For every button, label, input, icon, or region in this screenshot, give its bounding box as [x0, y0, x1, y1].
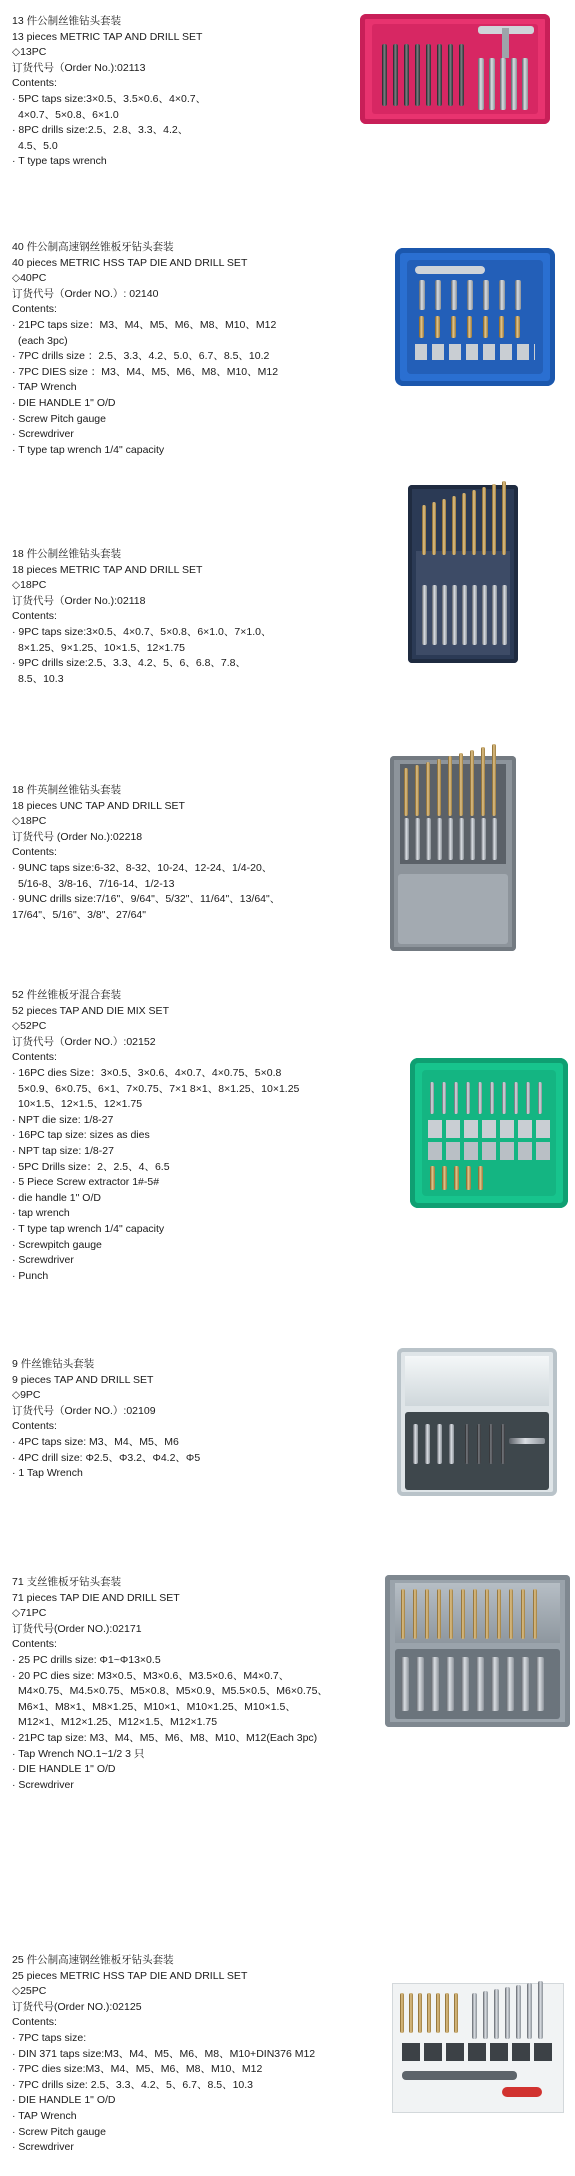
tap — [415, 818, 420, 860]
tap — [514, 1082, 518, 1114]
content-line: · 5PC taps size:3×0.5、3.5×0.6、4×0.7、 — [12, 92, 207, 105]
tap — [451, 280, 457, 310]
content-line: · DIE HANDLE 1" O/D — [12, 2094, 116, 2107]
product-text — [12, 1953, 387, 2156]
contents-label: Contents: — [12, 1638, 57, 1651]
tap — [431, 1657, 439, 1711]
content-line: · 21PC taps size：M3、M4、M5、M6、M8、M10、M12 — [12, 318, 277, 331]
content-line: · 7PC dies size:M3、M4、M5、M6、M8、M10、M12 — [12, 2063, 263, 2076]
content-line: · Screw Pitch gauge — [12, 412, 106, 425]
content-line: · 8PC drills size:2.5、2.8、3.3、4.2、 — [12, 124, 189, 137]
product-en-title: 25 pieces METRIC HSS TAP DIE AND DRILL SET — [12, 1969, 248, 1982]
content-line: · 5PC Drills size：2、2.5、4、6.5 — [12, 1160, 170, 1173]
content-line: · Tap Wrench NO.1~1/2 3 只 — [12, 1747, 145, 1760]
content-line: · 7PC taps size: — [12, 2031, 87, 2044]
tap — [476, 1657, 484, 1711]
content-line: · 9UNC drills size:7/16"、9/64"、5/32"、11/64"、13/64"、 — [12, 893, 281, 906]
drill-bit — [437, 1589, 441, 1639]
drill-bit — [461, 1589, 465, 1639]
drill-bit — [432, 502, 436, 555]
tap — [446, 1657, 454, 1711]
drill-bit — [452, 496, 456, 555]
product-text — [12, 547, 387, 687]
drill-bit — [415, 44, 420, 106]
drill-bit — [448, 44, 453, 106]
drill-bit — [467, 316, 472, 338]
drill-bit — [445, 1993, 449, 2033]
content-line: · DIE HANDLE 1" O/D — [12, 1763, 116, 1776]
product-entry — [0, 240, 575, 490]
piece-count: ◇25PC — [12, 1985, 47, 1998]
drill-bit — [521, 1589, 525, 1639]
tap — [416, 1657, 424, 1711]
drill-bit — [448, 756, 452, 816]
drill-bit — [465, 1424, 469, 1464]
product-entry — [0, 547, 575, 747]
content-line: · 16PC tap size: sizes as dies — [12, 1129, 150, 1142]
content-line: 4×0.7、5×0.8、6×1.0 — [18, 108, 119, 121]
tap — [499, 280, 505, 310]
tap — [467, 280, 473, 310]
content-line: · TAP Wrench — [12, 2109, 77, 2122]
case-lid — [405, 1356, 549, 1406]
drill-bit — [462, 493, 466, 555]
order-number: 订货代号（Order No.):02113 — [12, 61, 146, 74]
drill-bit — [454, 1993, 458, 2033]
tap — [489, 58, 495, 110]
die-handle — [402, 2071, 517, 2080]
content-line: 17/64"、5/16"、3/8"、27/64" — [12, 908, 146, 921]
product-entry — [0, 1953, 575, 2153]
tap — [404, 818, 409, 860]
content-line: M12×1、M12×1.25、M12×1.5、M12×1.75 — [18, 1716, 218, 1729]
drill-bit — [477, 1424, 481, 1464]
drill-bit — [459, 44, 464, 106]
drill-bit — [422, 505, 426, 555]
product-cn-title: 18 件英制丝锥钻头套装 — [12, 784, 122, 796]
drill-bit — [419, 316, 424, 338]
content-line: 8.5、10.3 — [18, 672, 64, 685]
tap — [452, 585, 457, 645]
product-photo — [390, 756, 516, 951]
drill-bit — [459, 753, 463, 816]
product-text — [12, 14, 387, 170]
content-line: · Punch — [12, 1269, 49, 1282]
tap — [500, 58, 506, 110]
content-line: · 7PC drills size: 2.5、3.3、4.2、5、6.7、8.5、10.3 — [12, 2078, 254, 2091]
drill-bit — [393, 44, 398, 106]
tap — [490, 1082, 494, 1114]
tap — [515, 280, 521, 310]
content-line: 8×1.25、9×1.25、10×1.5、12×1.75 — [18, 641, 185, 654]
drill-bit — [473, 1589, 477, 1639]
product-cn-title: 52 件丝锥板牙混合套装 — [12, 989, 122, 1001]
piece-count: ◇52PC — [12, 1020, 47, 1033]
tap — [437, 1424, 442, 1464]
content-line: · 5 Piece Screw extractor 1#-5# — [12, 1176, 160, 1189]
drill-bit — [442, 1166, 447, 1190]
tap — [442, 585, 447, 645]
tap — [413, 1424, 418, 1464]
product-entry — [0, 1357, 575, 1537]
tap — [448, 818, 453, 860]
content-line: · NPT tap size: 1/8-27 — [12, 1144, 114, 1157]
tap — [449, 1424, 454, 1464]
drill-bit — [404, 44, 409, 106]
drill-bit — [400, 1993, 404, 2033]
drill-bit — [404, 768, 408, 816]
content-line: · 16PC dies Size：3×0.5、3×0.6、4×0.7、4×0.75、5×0.8 — [12, 1066, 282, 1079]
product-en-title: 9 pieces TAP AND DRILL SET — [12, 1373, 154, 1386]
tap — [482, 585, 487, 645]
product-text — [12, 240, 387, 458]
product-photo — [360, 14, 550, 124]
tap — [430, 1082, 434, 1114]
tap — [419, 280, 425, 310]
tap — [491, 1657, 499, 1711]
content-line: · 20 PC dies size: M3×0.5、M3×0.6、M3.5×0.6、M4×0.7、 — [12, 1669, 290, 1682]
tap — [454, 1082, 458, 1114]
drill-bit — [509, 1589, 513, 1639]
product-cn-title: 40 件公制高速钢丝锥板牙钻头套装 — [12, 241, 174, 253]
tap — [506, 1657, 514, 1711]
die-row — [428, 1120, 550, 1138]
product-entry — [0, 1575, 575, 1791]
tap — [527, 1983, 532, 2039]
product-text — [12, 988, 387, 1284]
drill-bit — [426, 44, 431, 106]
die-row — [402, 2043, 552, 2061]
tap — [492, 585, 497, 645]
tap — [442, 1082, 446, 1114]
drill-bit — [492, 744, 496, 816]
die-handle — [415, 266, 485, 274]
tap — [426, 818, 431, 860]
tap — [505, 1987, 510, 2039]
content-line: · Screwpitch gauge — [12, 1238, 102, 1251]
content-line: · 9PC drills size:2.5、3.3、4.2、5、6、6.8、7.8、 — [12, 657, 247, 670]
content-line: M4×0.75、M4.5×0.75、M5×0.8、M5×0.9、M5.5×0.5、M6×0.75、 — [18, 1685, 328, 1698]
product-en-title: 52 pieces TAP AND DIE MIX SET — [12, 1004, 169, 1017]
tap — [459, 818, 464, 860]
tap — [437, 818, 442, 860]
content-line: · T type tap wrench 1/4" capacity — [12, 443, 165, 456]
drill-bit — [466, 1166, 471, 1190]
drill-bit — [435, 316, 440, 338]
drill-bit — [485, 1589, 489, 1639]
content-line: · 9UNC taps size:6-32、8-32、10-24、12-24、1/4-20、 — [12, 861, 273, 874]
drill-bit — [442, 499, 446, 555]
product-photo — [385, 1575, 570, 1727]
drill-bit — [454, 1166, 459, 1190]
content-line: · Screwdriver — [12, 2141, 74, 2154]
content-line: · DIE HANDLE 1" O/D — [12, 396, 116, 409]
product-photo — [395, 248, 555, 386]
drill-bit — [382, 44, 387, 106]
drill-bit — [437, 44, 442, 106]
die-row — [428, 1142, 550, 1160]
order-number: 订货代号(Order NO.):02125 — [12, 2000, 142, 2013]
tap — [492, 818, 497, 860]
drill-bit — [418, 1993, 422, 2033]
tap — [494, 1989, 499, 2039]
order-number: 订货代号(Order NO.):02171 — [12, 1622, 142, 1635]
product-text — [12, 1575, 387, 1793]
contents-label: Contents: — [12, 1051, 57, 1064]
piece-count: ◇71PC — [12, 1607, 47, 1620]
product-cn-title: 25 件公制高速钢丝锥板牙钻头套装 — [12, 1954, 174, 1966]
drill-bit — [478, 1166, 483, 1190]
product-text — [12, 1357, 387, 1482]
tap — [461, 1657, 469, 1711]
contents-label: Contents: — [12, 1420, 57, 1433]
product-en-title: 40 pieces METRIC HSS TAP DIE AND DRILL SET — [12, 256, 248, 269]
contents-label: Contents: — [12, 77, 57, 90]
tap — [478, 1082, 482, 1114]
content-line: 10×1.5、12×1.5、12×1.75 — [18, 1098, 143, 1111]
contents-label: Contents: — [12, 2016, 57, 2029]
drill-bit — [451, 316, 456, 338]
tap — [478, 58, 484, 110]
content-line: · T type taps wrench — [12, 155, 107, 168]
content-line: · DIN 371 taps size:M3、M4、M5、M6、M8、M10+DIN376 M12 — [12, 2047, 316, 2060]
product-cn-title: 9 件丝锥钻头套装 — [12, 1358, 95, 1370]
tap — [425, 1424, 430, 1464]
t-wrench-stem — [502, 28, 509, 58]
drill-bit — [501, 1424, 505, 1464]
product-en-title: 71 pieces TAP DIE AND DRILL SET — [12, 1591, 180, 1604]
drill-bit — [430, 1166, 435, 1190]
tap — [538, 1981, 543, 2039]
tap — [483, 1991, 488, 2039]
content-line: · 25 PC drills size: Φ1~Φ13×0.5 — [12, 1653, 161, 1666]
tap — [483, 280, 489, 310]
drill-bit — [472, 490, 476, 555]
drill-bit — [481, 747, 485, 816]
tap — [526, 1082, 530, 1114]
content-line: · 7PC DIES size ：M3、M4、M5、M6、M8、M10、M12 — [12, 365, 279, 378]
tap — [511, 58, 517, 110]
tap — [466, 1082, 470, 1114]
die-row — [415, 344, 535, 360]
content-line: M6×1、M8×1、M8×1.25、M10×1、M10×1.25、M10×1.5、 — [18, 1700, 296, 1713]
drill-bit — [483, 316, 488, 338]
content-line: 5×0.9、6×0.75、6×1、7×0.75、7×1 8×1、8×1.25、10×1.25 — [18, 1082, 300, 1095]
product-cn-title: 71 支丝锥板牙钻头套装 — [12, 1576, 122, 1588]
content-line: · 1 Tap Wrench — [12, 1467, 83, 1480]
drill-bit — [425, 1589, 429, 1639]
tap — [536, 1657, 544, 1711]
drill-bit — [492, 484, 496, 555]
order-number: 订货代号（Order NO.）:02152 — [12, 1035, 156, 1048]
content-line: (each 3pc) — [18, 334, 68, 347]
piece-count: ◇18PC — [12, 815, 47, 828]
drill-bit — [482, 487, 486, 555]
product-en-title: 18 pieces METRIC TAP AND DRILL SET — [12, 563, 203, 576]
product-entry — [0, 783, 575, 953]
tap — [470, 818, 475, 860]
content-line: · Screwdriver — [12, 1254, 74, 1267]
drill-bit — [497, 1589, 501, 1639]
tap — [516, 1985, 521, 2039]
tap — [521, 1657, 529, 1711]
product-photo — [408, 485, 518, 663]
piece-count: ◇40PC — [12, 272, 47, 285]
contents-label: Contents: — [12, 846, 57, 859]
tap — [522, 58, 528, 110]
content-line: · die handle 1" O/D — [12, 1191, 101, 1204]
tap — [502, 585, 507, 645]
drill-bit — [401, 1589, 405, 1639]
drill-bit — [426, 762, 430, 816]
content-line: · 4PC drill size: Φ2.5、Φ3.2、Φ4.2、Φ5 — [12, 1451, 201, 1464]
order-number: 订货代号（Order NO.）:02109 — [12, 1404, 156, 1417]
screwdriver-handle — [502, 2087, 542, 2097]
tap-wrench — [509, 1438, 545, 1444]
drill-bit — [437, 759, 441, 816]
tap — [502, 1082, 506, 1114]
product-photo — [410, 1058, 568, 1208]
tap — [401, 1657, 409, 1711]
content-line: · NPT die size: 1/8-27 — [12, 1113, 114, 1126]
content-line: · TAP Wrench — [12, 381, 77, 394]
drill-bit — [533, 1589, 537, 1639]
drill-bit — [413, 1589, 417, 1639]
drill-bit — [415, 765, 419, 816]
content-line: · Screw Pitch gauge — [12, 2125, 106, 2138]
contents-label: Contents: — [12, 610, 57, 623]
tap — [538, 1082, 542, 1114]
content-line: · 7PC drills size ：2.5、3.3、4.2、5.0、6.7、8.5、10.2 — [12, 350, 270, 363]
drill-bit — [436, 1993, 440, 2033]
drill-bit — [499, 316, 504, 338]
piece-count: ◇9PC — [12, 1389, 41, 1402]
content-line: · Screwdriver — [12, 428, 74, 441]
order-number: 订货代号（Order No.):02118 — [12, 594, 146, 607]
content-line: · T type tap wrench 1/4" capacity — [12, 1222, 165, 1235]
order-number: 订货代号 (Order No.):02218 — [12, 830, 143, 843]
tap — [481, 818, 486, 860]
content-line: · tap wrench — [12, 1207, 70, 1220]
order-number: 订货代号（Order NO.）: 02140 — [12, 287, 159, 300]
content-line: 4.5、5.0 — [18, 139, 58, 152]
drill-bit — [409, 1993, 413, 2033]
tap — [432, 585, 437, 645]
product-entry — [0, 988, 575, 1308]
product-photo — [397, 1348, 557, 1496]
drill-bit — [502, 481, 506, 555]
product-en-title: 18 pieces UNC TAP AND DRILL SET — [12, 799, 185, 812]
drill-bit — [489, 1424, 493, 1464]
tap — [422, 585, 427, 645]
content-line: · Screwdriver — [12, 1778, 74, 1791]
tap — [435, 280, 441, 310]
product-cn-title: 18 件公制丝锥钻头套装 — [12, 548, 122, 560]
product-cn-title: 13 件公制丝锥钻头套装 — [12, 15, 122, 27]
piece-count: ◇18PC — [12, 579, 47, 592]
content-line: · 4PC taps size: M3、M4、M5、M6 — [12, 1435, 179, 1448]
product-text — [12, 783, 387, 923]
tin-lid — [398, 874, 508, 944]
tap — [472, 1993, 477, 2039]
piece-count: ◇13PC — [12, 46, 47, 59]
drill-bit — [427, 1993, 431, 2033]
tap — [472, 585, 477, 645]
product-en-title: 13 pieces METRIC TAP AND DRILL SET — [12, 30, 203, 43]
content-line: 5/16-8、3/8-16、7/16-14、1/2-13 — [18, 877, 175, 890]
product-photo — [392, 1983, 562, 2111]
content-line: · 21PC tap size: M3、M4、M5、M6、M8、M10、M12(Each 3pc) — [12, 1731, 318, 1744]
tap — [462, 585, 467, 645]
drill-bit — [449, 1589, 453, 1639]
contents-label: Contents: — [12, 303, 57, 316]
product-entry — [0, 14, 575, 214]
drill-bit — [515, 316, 520, 338]
content-line: · 9PC taps size:3×0.5、4×0.7、5×0.8、6×1.0、7×1.0、 — [12, 625, 272, 638]
drill-bit — [470, 750, 474, 816]
